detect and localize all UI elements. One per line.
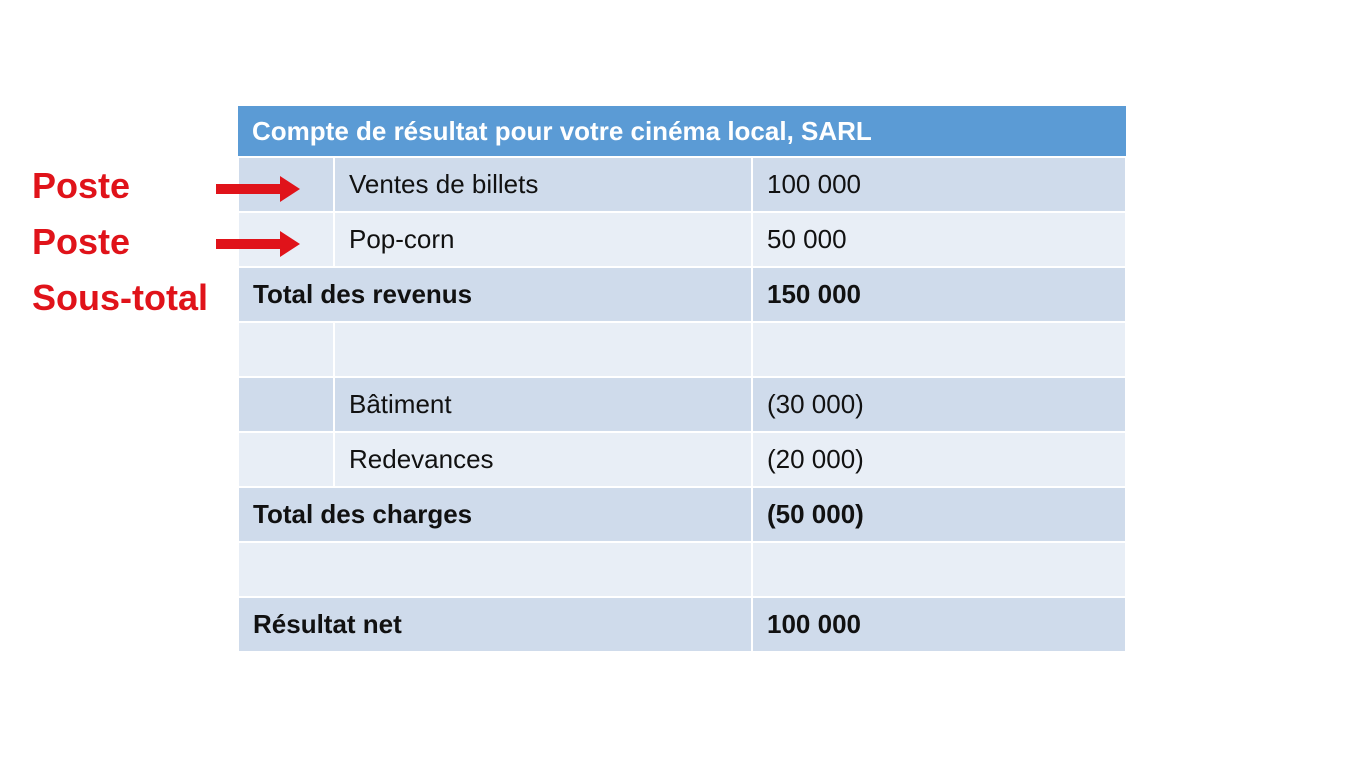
table-row bbox=[238, 212, 1126, 267]
table-title: Compte de résultat pour votre cinéma local, SARL bbox=[238, 106, 1126, 157]
empty-cell bbox=[238, 542, 752, 597]
line-item-value: 100 000 bbox=[752, 157, 1126, 212]
empty-cell bbox=[752, 542, 1126, 597]
right-arrow-icon bbox=[216, 176, 300, 202]
annotation-poste: Poste bbox=[32, 165, 131, 206]
net-result-label: Résultat net bbox=[238, 597, 752, 652]
table-row bbox=[238, 377, 1126, 432]
right-arrow-icon bbox=[216, 231, 300, 257]
empty-cell bbox=[334, 322, 752, 377]
indent-cell bbox=[238, 432, 334, 487]
line-item-label: Ventes de billets bbox=[334, 157, 752, 212]
table-row bbox=[238, 267, 1126, 322]
table-row bbox=[238, 487, 1126, 542]
income-statement-table bbox=[237, 106, 1127, 653]
subtotal-value: 150 000 bbox=[752, 267, 1126, 322]
indent-cell bbox=[238, 377, 334, 432]
annotation-poste: Poste bbox=[32, 221, 131, 262]
line-item-label: Pop-corn bbox=[334, 212, 752, 267]
table-row bbox=[238, 157, 1126, 212]
table-row bbox=[238, 432, 1126, 487]
line-item-value: (30 000) bbox=[752, 377, 1126, 432]
subtotal-label: Total des charges bbox=[238, 487, 752, 542]
subtotal-value: (50 000) bbox=[752, 487, 1126, 542]
annotation-sous-total: Sous-total bbox=[32, 277, 208, 318]
line-item-value: 50 000 bbox=[752, 212, 1126, 267]
net-result-value: 100 000 bbox=[752, 597, 1126, 652]
table-row bbox=[238, 542, 1126, 597]
table-title-row bbox=[238, 106, 1126, 157]
empty-cell bbox=[752, 322, 1126, 377]
table-row bbox=[238, 597, 1126, 652]
subtotal-label: Total des revenus bbox=[238, 267, 752, 322]
table-row bbox=[238, 322, 1126, 377]
line-item-label: Bâtiment bbox=[334, 377, 752, 432]
line-item-value: (20 000) bbox=[752, 432, 1126, 487]
line-item-label: Redevances bbox=[334, 432, 752, 487]
empty-cell bbox=[238, 322, 334, 377]
